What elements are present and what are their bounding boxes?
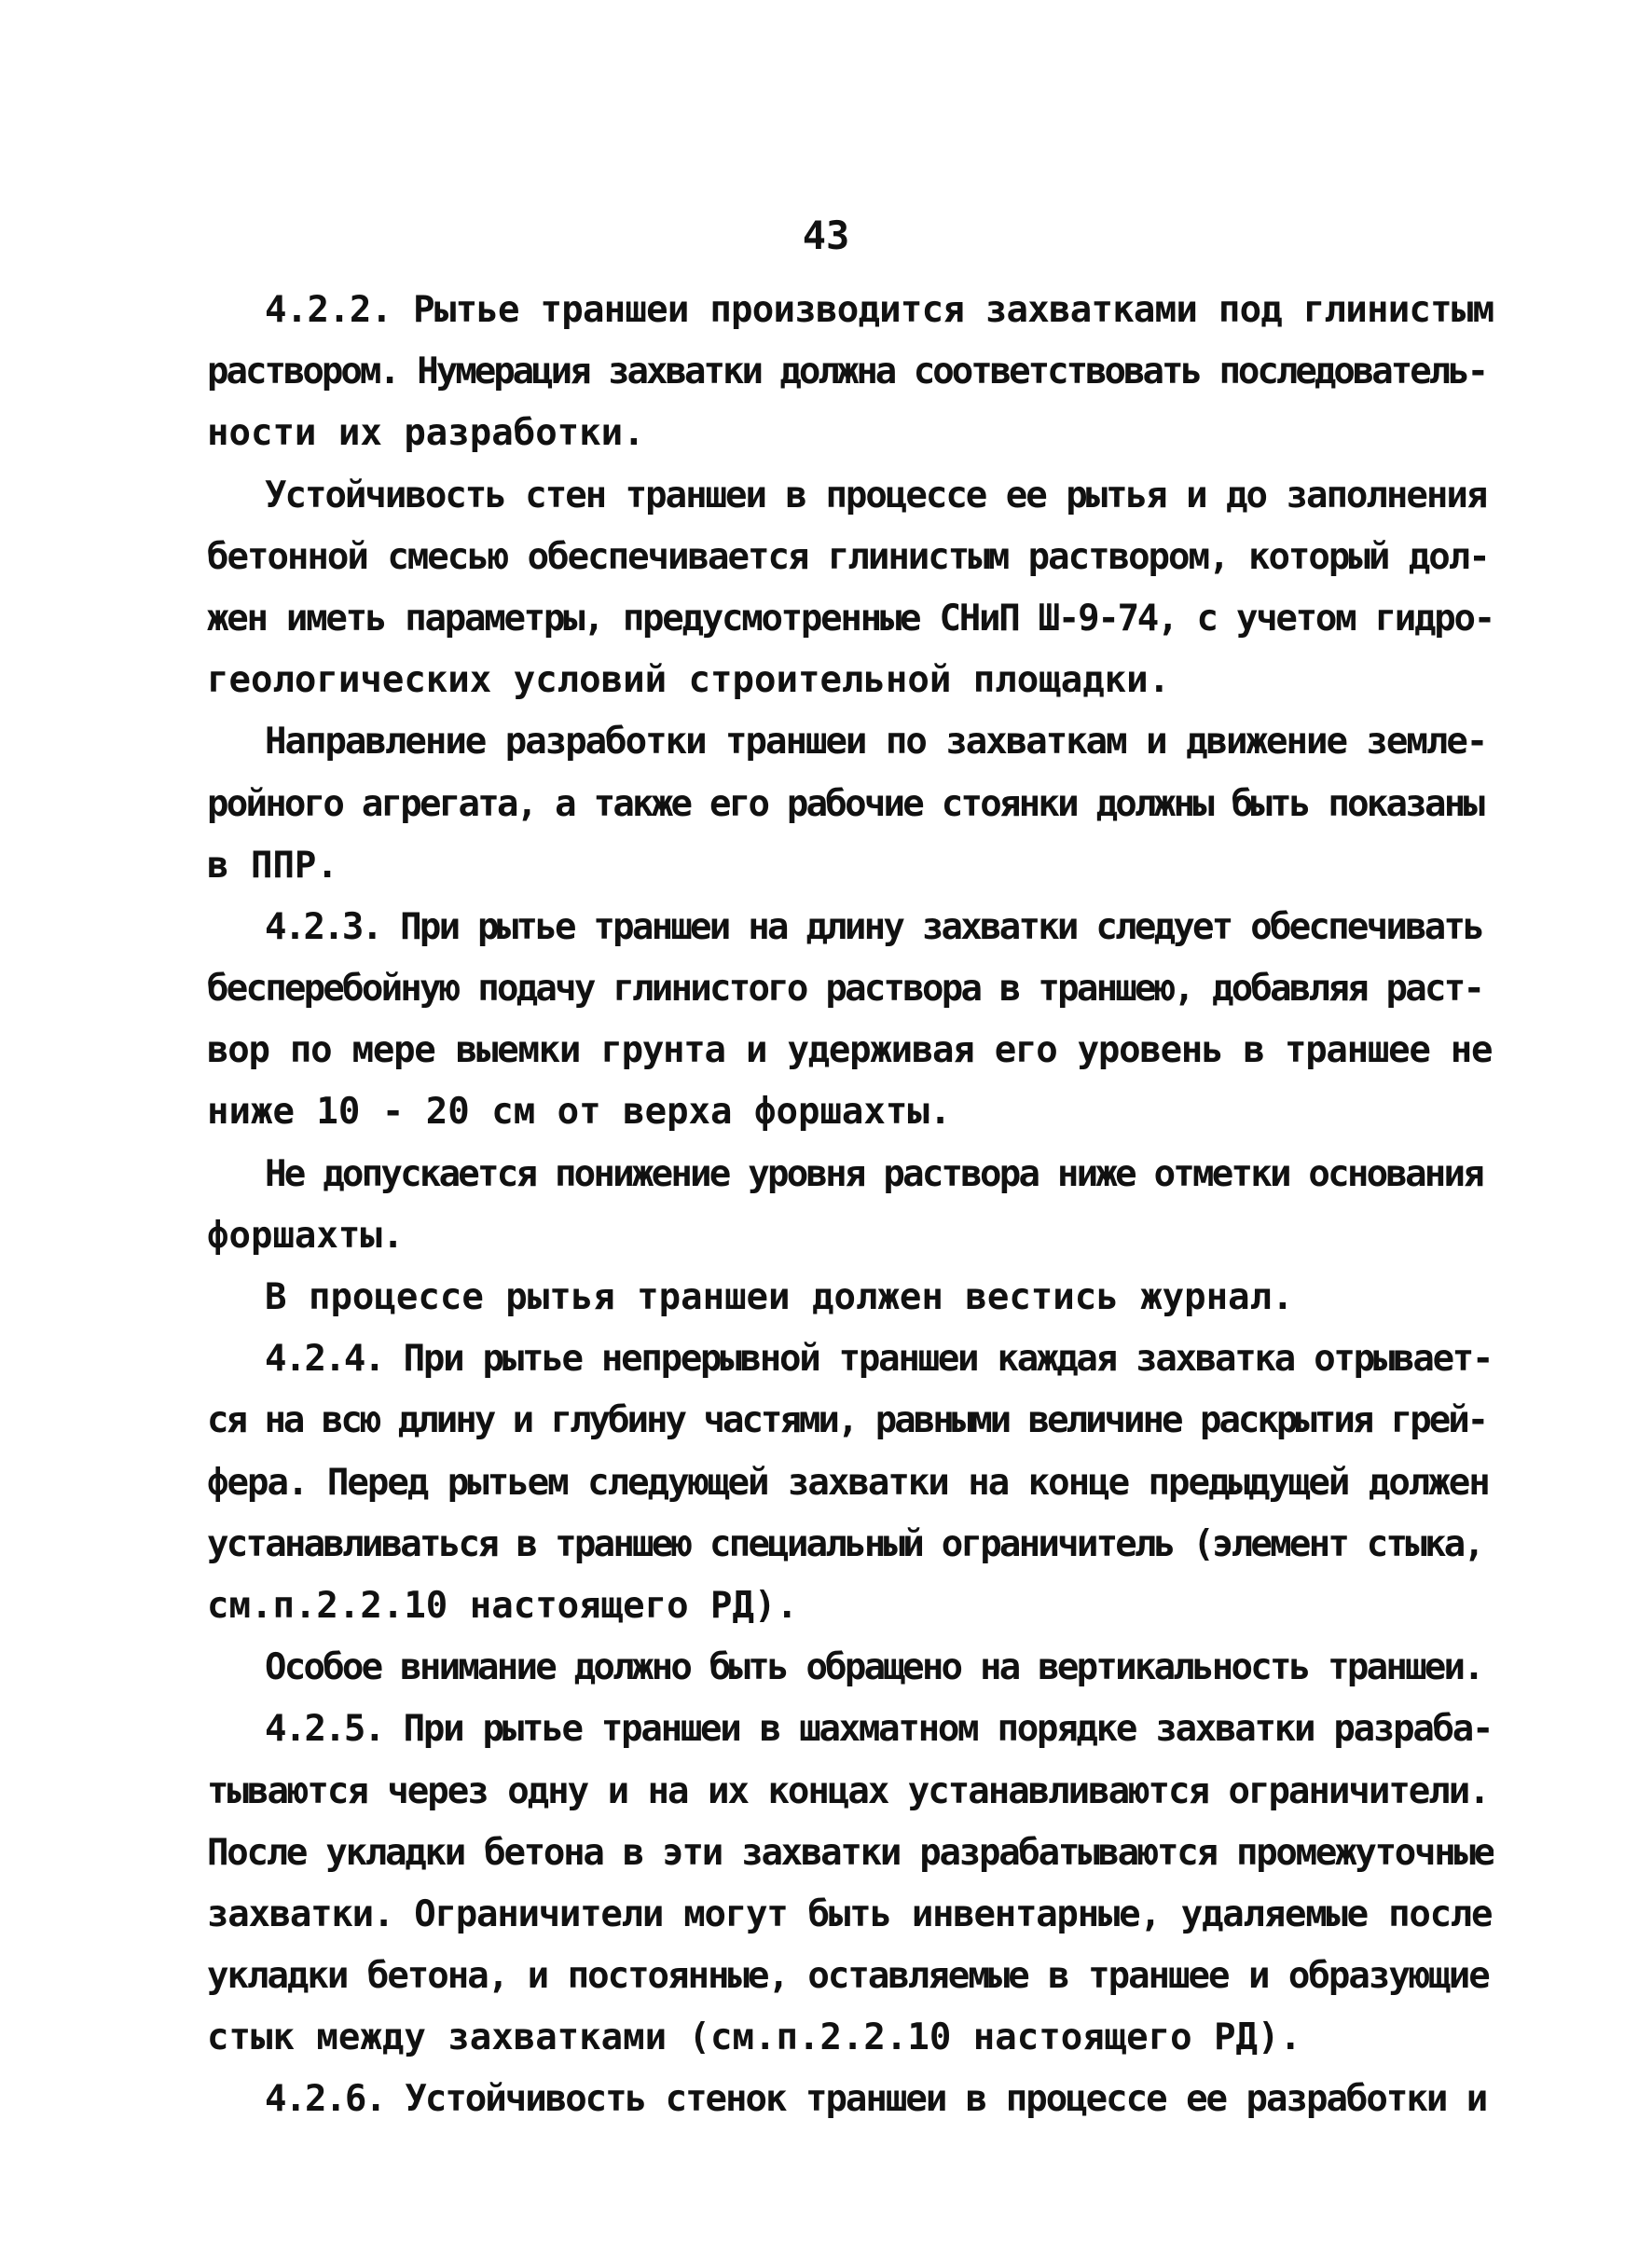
text-line: ройного агрегата, а также его рабочие стоянки должны быть показаны <box>207 782 1483 825</box>
text-line: ности их разработки. <box>207 412 645 455</box>
text-line: В процессе рытья траншеи должен вестись журнал. <box>265 1276 1294 1318</box>
text-line: 4.2.3. При рытье траншеи на длину захватки следует обеспечивать <box>265 905 1482 948</box>
text-line: 4.2.4. При рытье непрерывной траншеи каждая захватка отрывает- <box>265 1338 1493 1381</box>
body-text <box>207 280 1494 2131</box>
text-line: Устойчивость стен траншеи в процессе ее рытья и до заполнения <box>265 474 1487 516</box>
text-line: захватки. Ограничители могут быть инвентарные, удаляемые после <box>207 1892 1493 1935</box>
text-line: ся на всю длину и глубину частями, равными величине раскрытия грей- <box>207 1399 1487 1442</box>
text-line: 4.2.5. При рытье траншеи в шахматном порядке захватки разраба- <box>265 1708 1493 1751</box>
text-line: устанавливаться в траншею специальный ограничитель (элемент стыка, <box>207 1522 1483 1565</box>
text-line: Не допускается понижение уровня раствора ниже отметки основания <box>265 1152 1482 1195</box>
text-line: После укладки бетона в эти захватки разрабатываются промежуточные <box>207 1831 1494 1874</box>
text-line: 4.2.2. Рытье траншеи производится захватками под глинистым <box>265 289 1494 331</box>
text-line: бесперебойную подачу глинистого раствора в траншею, добавляя раст- <box>207 968 1483 1011</box>
text-line: 4.2.6. Устойчивость стенок траншеи в процессе ее разработки и <box>265 2078 1487 2121</box>
text-line: стык между захватками (см.п.2.2.10 настоящего РД). <box>207 2016 1301 2059</box>
text-line: форшахты. <box>207 1214 405 1257</box>
text-line: Особое внимание должно быть обращено на вертикальность траншеи. <box>265 1646 1482 1689</box>
text-line: укладки бетона, и постоянные, оставляемые в траншее и образующие <box>207 1955 1489 1998</box>
text-line: ниже 10 - 20 см от верха форшахты. <box>207 1091 952 1134</box>
text-line: Направление разработки траншеи по захваткам и движение земле- <box>265 721 1487 764</box>
text-line: геологических условий строительной площадки. <box>207 659 1171 702</box>
text-line: тываются через одну и на их концах устанавливаются ограничители. <box>207 1769 1489 1812</box>
text-line: вор по мере выемки грунта и удерживая его уровень в траншее не <box>207 1029 1493 1072</box>
text-line: жен иметь параметры, предусмотренные СНиП Ш-9-74, с учетом гидро- <box>207 597 1494 640</box>
text-line: фера. Перед рытьем следующей захватки на конце предыдущей должен <box>207 1461 1489 1504</box>
text-line: в ППР. <box>207 844 338 887</box>
text-line: см.п.2.2.10 настоящего РД). <box>207 1584 798 1627</box>
page-number: 43 <box>802 213 850 258</box>
text-line: бетонной смесью обеспечивается глинистым раствором, который дол- <box>207 535 1489 578</box>
text-line: раствором. Нумерация захватки должна соответствовать последователь- <box>207 351 1487 393</box>
